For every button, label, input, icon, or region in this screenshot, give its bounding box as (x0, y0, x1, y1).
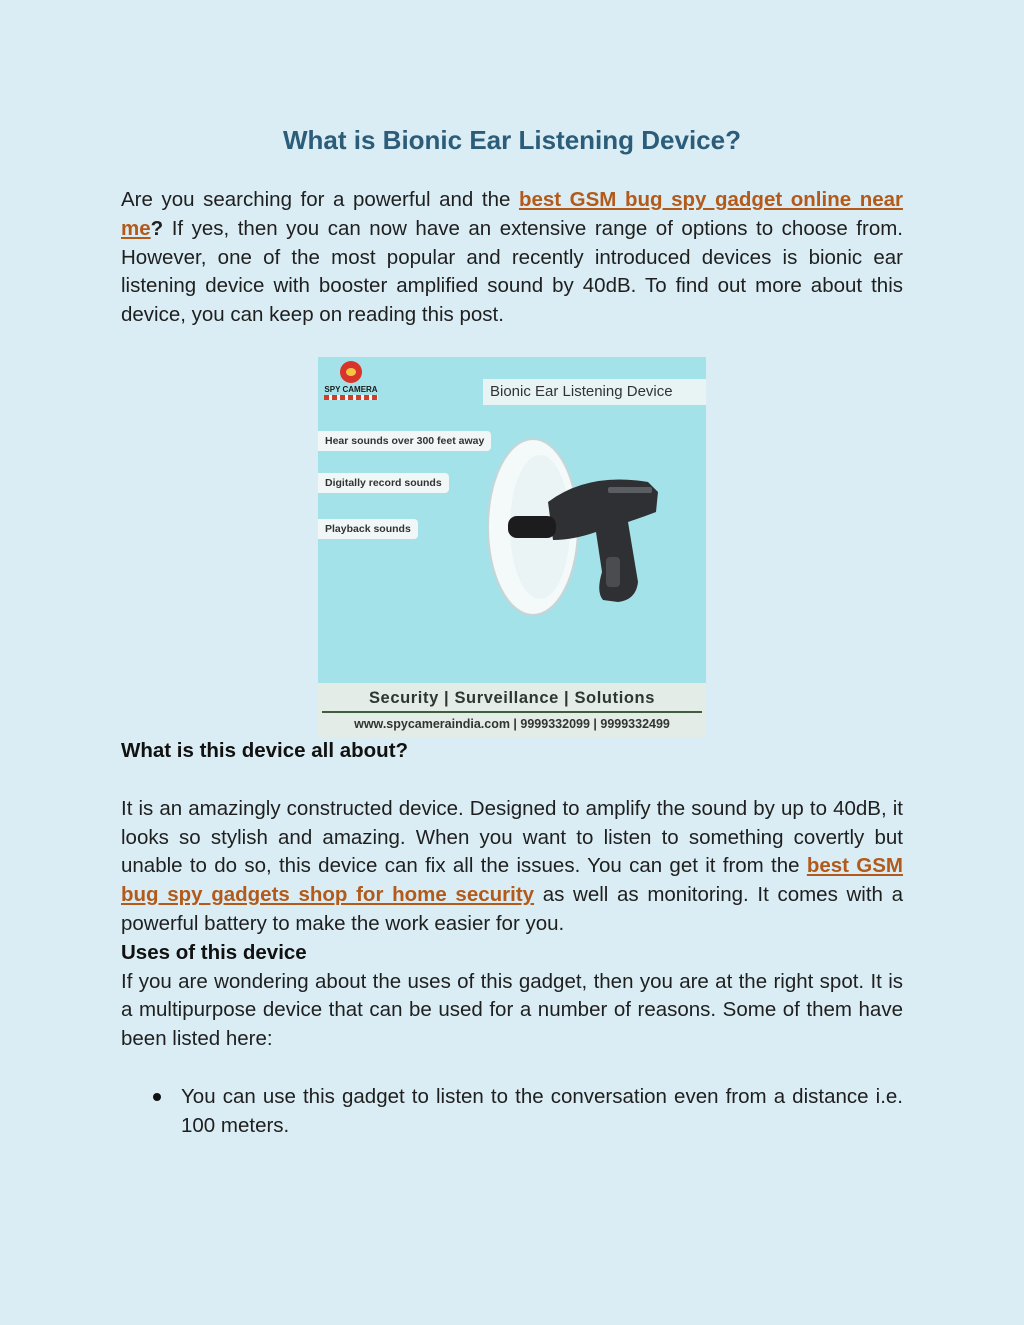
device-grip (606, 557, 620, 587)
list-item (121, 1083, 903, 1141)
product-banner-title: Bionic Ear Listening Device (483, 379, 706, 405)
feature-tag: Digitally record sounds (318, 473, 449, 493)
intro-paragraph (121, 186, 903, 330)
spy-hat-icon (340, 361, 362, 383)
intro-text-end: If yes, then you can now have an extensive range of options to choose from. However, one of the most popular and recently introduced devices is bionic ear listening device with booster amplified sound by 40dB. To find out more about this device, you can keep on reading this post. (121, 216, 903, 327)
document-body (121, 118, 903, 1141)
microphone-tip (508, 516, 556, 538)
feature-tag: Playback sounds (318, 519, 418, 539)
section-heading-uses: Uses of this device (121, 940, 307, 964)
image-contact: www.spycameraindia.com | 9999332099 | 9999332499 (354, 716, 670, 731)
gsm-bug-gadget-link[interactable]: best GSM bug spy gadget online near me (121, 188, 903, 240)
gsm-bug-shop-link[interactable]: best GSM bug spy gadgets shop for home security (121, 854, 903, 907)
page-title: What is Bionic Ear Listening Device? (283, 125, 741, 155)
about-text-start: It is an amazingly constructed device. Designed to amplify the sound by up to 40dB, it looks so stylish and amazing. When you want to listen to something covertly but unable to do so, this device can fix all the issues. You can get it from the (121, 796, 903, 878)
image-footer (318, 683, 706, 737)
spy-camera-logo (324, 361, 378, 400)
intro-text-start: Are you searching for a powerful and the (121, 188, 519, 211)
logo-text: SPY CAMERA (324, 384, 378, 394)
uses-paragraph: If you are wondering about the uses of this gadget, then you are at the right spot. It is a multipurpose device that can be used for a number of reasons. Some of them have been listed here: (121, 969, 903, 1051)
section-heading-about: What is this device all about? (121, 738, 409, 762)
product-image (318, 357, 706, 737)
intro-question-mark: ? (150, 216, 164, 240)
feature-tag: Hear sounds over 300 feet away (318, 431, 491, 451)
about-paragraph (121, 795, 903, 939)
device-rail (608, 487, 652, 493)
list-item-text: You can use this gadget to listen to the conversation even from a distance i.e. 100 meters. (181, 1084, 903, 1137)
logo-stripe (324, 395, 378, 400)
image-tagline: Security | Surveillance | Solutions (368, 688, 656, 707)
bullet-icon (153, 1093, 161, 1101)
uses-list (121, 1083, 903, 1141)
about-text-end: as well as monitoring. It comes with a powerful battery to make the work easier for you. (121, 883, 904, 935)
bionic-ear-device-illustration (478, 432, 698, 622)
